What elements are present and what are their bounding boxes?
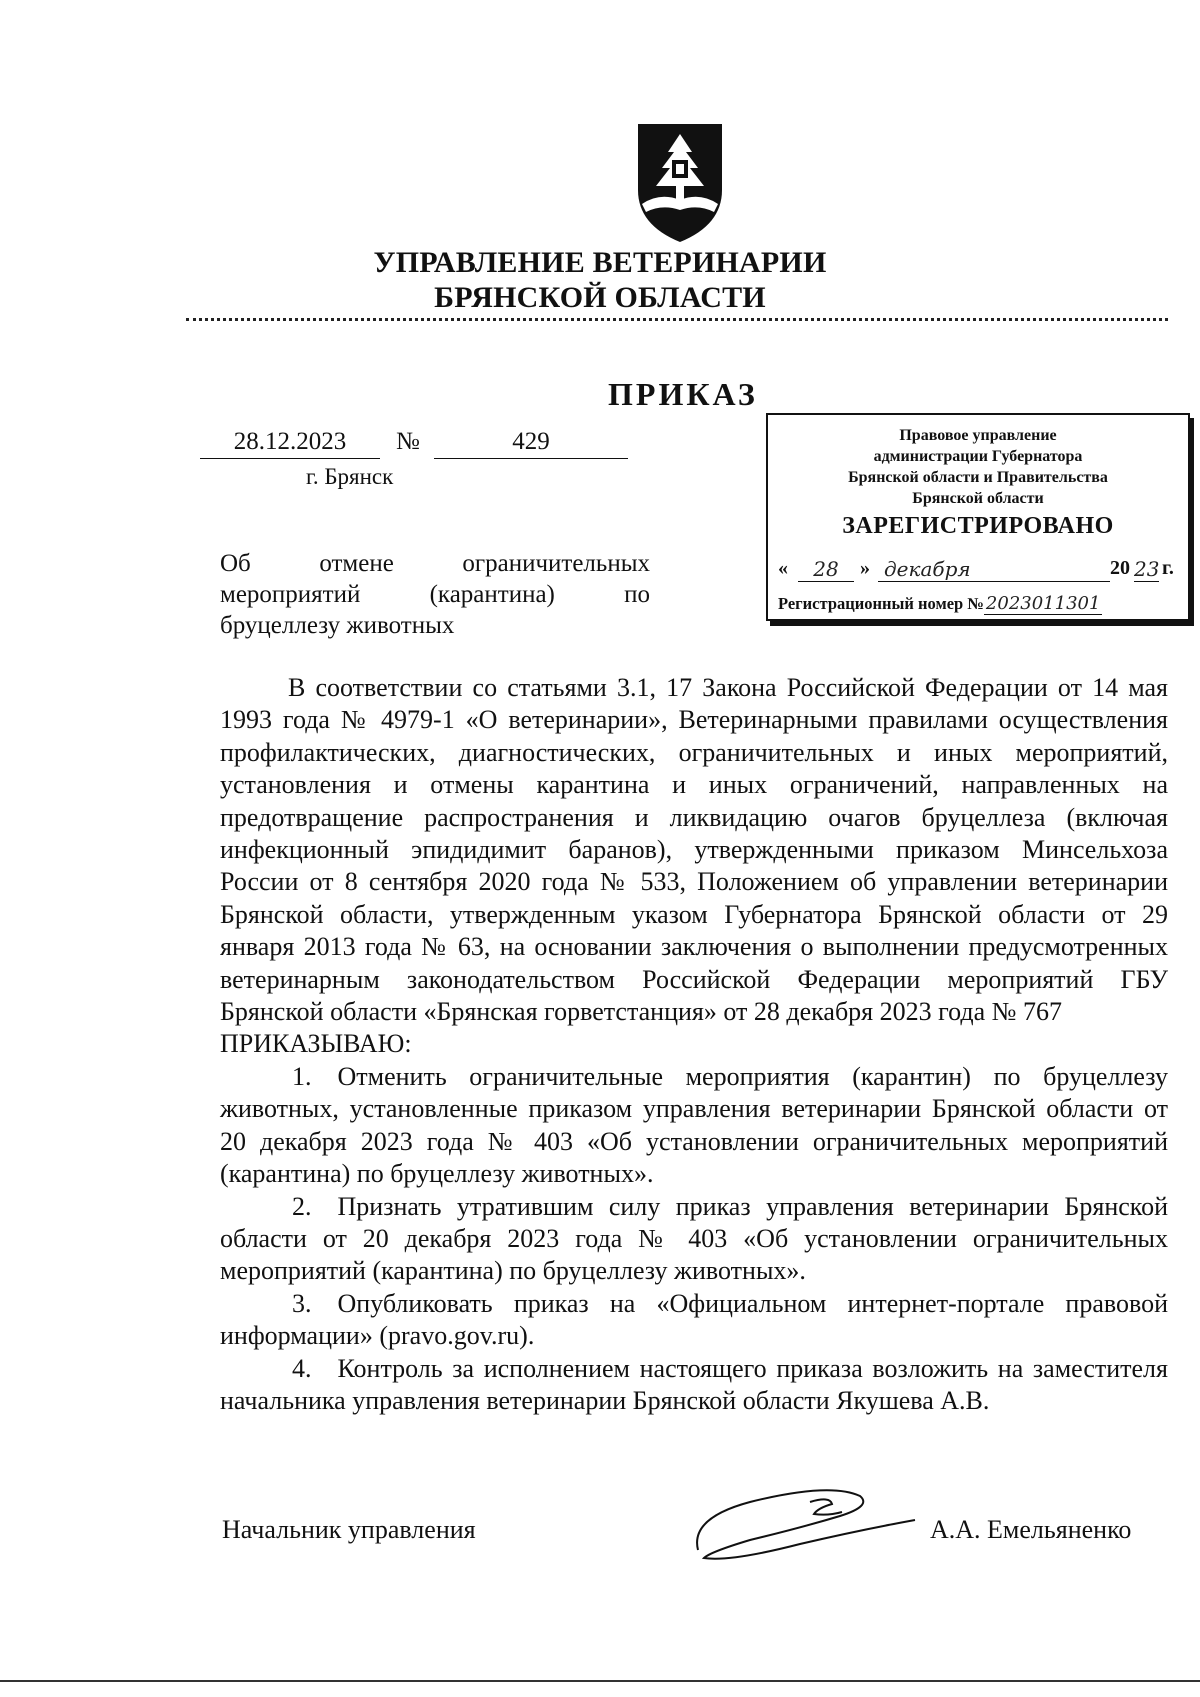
coat-of-arms-icon [630, 120, 730, 245]
document-number: 429 [434, 428, 628, 459]
preamble-paragraph: В соответствии со статьями 3.1, 17 Закона Российской Федерации от 14 мая 1993 года № 4979-1 «О ветеринарии», Ветеринарными правилами осуществления профилактических, диагностических, ограничительных и иных мероприятий, установления и отмены карантина и иных ограничений, направленных на предотвращение распространения и ликвидацию очагов бруцеллеза (включая инфекционный эпидидимит баранов), утвержденными приказом Минсельхоза России от 8 сентября 2020 года № 533, Положением об управлении ветеринарии Брянской области, утвержденным указом Губернатора Брянской области от 29 января 2013 года № 63, на основании заключения о выполнении предусмотренных ветеринарным законодательством Российской Федерации мероприятий ГБУ Брянской области «Брянская горветстанция» от 28 декабря 2023 года № 767 [220, 673, 1168, 1027]
stamp-date: « 28 » декабря 20 23 г. [778, 557, 1174, 581]
stamp-org-line: Брянской области и Правительства [848, 469, 1108, 486]
org-name-line1: УПРАВЛЕНИЕ ВЕТЕРИНАРИИ [373, 246, 827, 279]
org-name-line2: БРЯНСКОЙ ОБЛАСТИ [434, 281, 766, 314]
document-title: ПРИКАЗ [608, 376, 758, 412]
footer-line [0, 1680, 1200, 1682]
subject-line: бруцеллезу животных [220, 612, 455, 639]
order-item: 2. Признать утратившим силу приказ управления ветеринарии Брянской области от 20 декабря 2023 года № 403 «Об установлении ограничительных мероприятий (карантина) по бруцеллезу животных». [220, 1191, 1168, 1286]
document-subject [220, 548, 650, 641]
stamp-year-prefix: 20 [1110, 557, 1130, 579]
header-divider [186, 318, 1168, 321]
document-city: г. Брянск [306, 464, 394, 489]
stamp-year-suffix: 23 [1134, 557, 1160, 581]
document-date: 28.12.2023 [200, 428, 380, 459]
subject-line: Об отмене ограничительных [220, 550, 650, 577]
stamp-year-unit: г. [1162, 557, 1174, 579]
signature-icon [690, 1478, 920, 1568]
registration-stamp [766, 413, 1190, 621]
stamp-reg-number: 2023011301 [985, 593, 1101, 614]
stamp-day: 28 [798, 557, 854, 582]
stamp-org-line: администрации Губернатора [873, 448, 1083, 465]
stamp-reg-label: Регистрационный номер № [778, 594, 984, 613]
order-item: 3. Опубликовать приказ на «Официальном интернет-портале правовой информации» (pravo.gov.ru). [220, 1288, 1168, 1351]
order-item: 4. Контроль за исполнением настоящего приказа возложить на заместителя начальника управления ветеринарии Брянской области Якушева А.В. [220, 1353, 1168, 1415]
subject-line: мероприятий (карантина) по [220, 581, 650, 608]
stamp-month: декабря [878, 557, 1110, 582]
order-word: ПРИКАЗЫВАЮ: [220, 1029, 412, 1059]
stamp-org-line: Брянской области [912, 490, 1044, 507]
signatory-position: Начальник управления [222, 1515, 476, 1544]
stamp-title: ЗАРЕГИСТРИРОВАНО [842, 513, 1114, 539]
order-item: 1. Отменить ограничительные мероприятия (карантин) по бруцеллезу животных, установленные приказом управления ветеринарии Брянской области от 20 декабря 2023 года № 403 «Об установлении ограничительных мероприятий (карантина) по бруцеллезу животных». [220, 1061, 1168, 1189]
stamp-org-line: Правовое управление [899, 427, 1057, 444]
stamp-org [768, 425, 1188, 509]
document-body [220, 672, 1168, 1417]
number-label: № [396, 428, 420, 455]
signatory-name: А.А. Емельяненко [930, 1515, 1132, 1544]
stamp-registration [778, 593, 1178, 615]
